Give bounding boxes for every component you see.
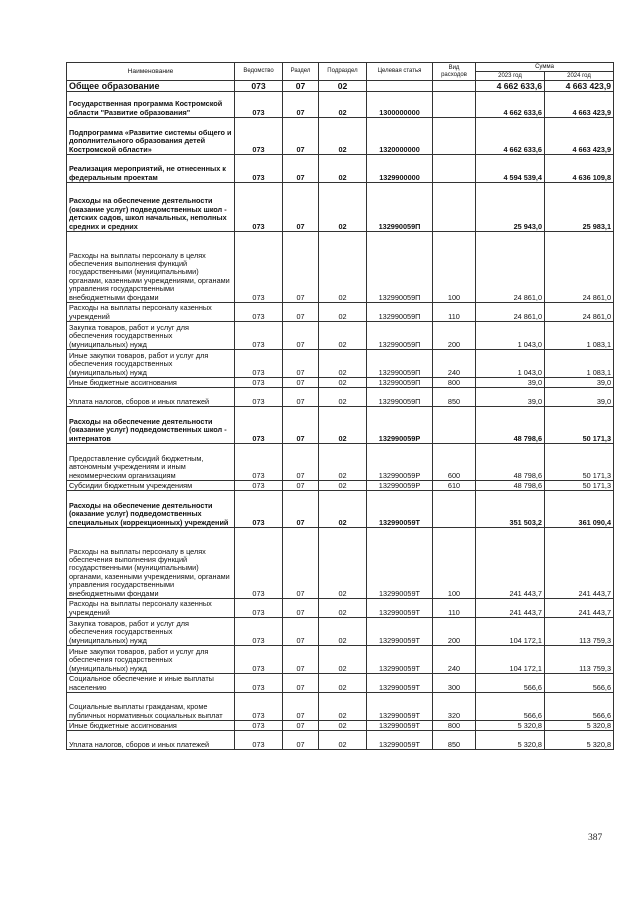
- cell-target-article: 132990059П: [367, 183, 433, 232]
- cell-sum-2023: 48 798,6: [476, 481, 545, 491]
- cell-name: Предоставление субсидий бюджетным, автономным учреждениям и иным некоммерческим организациям: [67, 444, 235, 481]
- cell-ved: 073: [235, 81, 283, 92]
- cell-ved: 073: [235, 118, 283, 155]
- cell-name: Уплата налогов, сборов и иных платежей: [67, 731, 235, 750]
- cell-sum-2024: 241 443,7: [545, 599, 614, 618]
- cell-sum-2023: 104 172,1: [476, 646, 545, 674]
- cell-expense-type: [433, 155, 476, 183]
- header-razdel: Раздел: [283, 63, 319, 81]
- cell-sum-2023: 39,0: [476, 388, 545, 407]
- cell-ved: 073: [235, 92, 283, 118]
- cell-razdel: 07: [283, 303, 319, 322]
- cell-ved: 073: [235, 444, 283, 481]
- cell-target-article: 1300000000: [367, 92, 433, 118]
- cell-expense-type: 610: [433, 481, 476, 491]
- cell-podrazdel: 02: [319, 731, 367, 750]
- table-row: [67, 481, 614, 491]
- cell-name: Расходы на обеспечение деятельности (оказание услуг) подведомственных специальных (коррекционных) учреждений: [67, 491, 235, 528]
- page-number: 387: [588, 833, 603, 843]
- cell-razdel: 07: [283, 528, 319, 599]
- cell-podrazdel: 02: [319, 350, 367, 378]
- cell-expense-type: 850: [433, 388, 476, 407]
- cell-name: Социальное обеспечение и иные выплаты населению: [67, 674, 235, 693]
- cell-name: Расходы на выплаты персоналу казенных учреждений: [67, 303, 235, 322]
- cell-expense-type: [433, 183, 476, 232]
- cell-expense-type: 240: [433, 350, 476, 378]
- cell-sum-2023: 4 662 633,6: [476, 81, 545, 92]
- cell-razdel: 07: [283, 618, 319, 646]
- cell-ved: 073: [235, 303, 283, 322]
- cell-sum-2024: 50 171,3: [545, 407, 614, 444]
- cell-name: Подпрограмма «Развитие системы общего и дополнительного образования детей Костромской области»: [67, 118, 235, 155]
- table-row: [67, 92, 614, 118]
- cell-sum-2023: 351 503,2: [476, 491, 545, 528]
- cell-ved: 073: [235, 693, 283, 721]
- cell-podrazdel: 02: [319, 378, 367, 388]
- cell-name: Расходы на обеспечение деятельности (оказание услуг) подведомственных школ - детских садов, школ начальных, неполных средних и средних: [67, 183, 235, 232]
- cell-razdel: 07: [283, 81, 319, 92]
- cell-razdel: 07: [283, 599, 319, 618]
- cell-target-article: 132990059Т: [367, 491, 433, 528]
- cell-razdel: 07: [283, 388, 319, 407]
- cell-ved: 073: [235, 491, 283, 528]
- cell-sum-2023: 1 043,0: [476, 322, 545, 350]
- cell-target-article: 132990059Т: [367, 731, 433, 750]
- cell-sum-2024: 4 663 423,9: [545, 118, 614, 155]
- cell-ved: 073: [235, 618, 283, 646]
- cell-expense-type: 300: [433, 674, 476, 693]
- cell-target-article: 132990059П: [367, 232, 433, 303]
- cell-sum-2024: 5 320,8: [545, 721, 614, 731]
- cell-sum-2024: 5 320,8: [545, 731, 614, 750]
- cell-podrazdel: 02: [319, 674, 367, 693]
- cell-target-article: 132990059Т: [367, 646, 433, 674]
- cell-sum-2023: 48 798,6: [476, 407, 545, 444]
- cell-target-article: 132990059Р: [367, 407, 433, 444]
- cell-podrazdel: 02: [319, 303, 367, 322]
- cell-ved: 073: [235, 155, 283, 183]
- cell-razdel: 07: [283, 693, 319, 721]
- budget-table-container: [66, 62, 613, 750]
- cell-podrazdel: 02: [319, 481, 367, 491]
- table-header: [67, 63, 614, 81]
- cell-sum-2023: 4 594 539,4: [476, 155, 545, 183]
- cell-expense-type: 800: [433, 378, 476, 388]
- cell-expense-type: 240: [433, 646, 476, 674]
- cell-sum-2024: 4 663 423,9: [545, 81, 614, 92]
- cell-razdel: 07: [283, 444, 319, 481]
- cell-expense-type: [433, 491, 476, 528]
- cell-podrazdel: 02: [319, 721, 367, 731]
- table-body: [67, 81, 614, 750]
- cell-sum-2024: 113 759,3: [545, 618, 614, 646]
- cell-expense-type: 320: [433, 693, 476, 721]
- table-row: [67, 350, 614, 378]
- cell-podrazdel: 02: [319, 183, 367, 232]
- cell-name: Расходы на выплаты персоналу казенных учреждений: [67, 599, 235, 618]
- cell-name: Закупка товаров, работ и услуг для обеспечения государственных (муниципальных) нужд: [67, 618, 235, 646]
- cell-sum-2023: 5 320,8: [476, 721, 545, 731]
- cell-ved: 073: [235, 721, 283, 731]
- cell-podrazdel: 02: [319, 81, 367, 92]
- cell-expense-type: 850: [433, 731, 476, 750]
- cell-name: Расходы на выплаты персоналу в целях обеспечения выполнения функций государственными (муниципальными) органами, казенными учреждениями, органами управления государственными внебюджетными фондами: [67, 528, 235, 599]
- header-podrazdel: Подраздел: [319, 63, 367, 81]
- table-row: [67, 731, 614, 750]
- cell-razdel: 07: [283, 118, 319, 155]
- cell-expense-type: 200: [433, 322, 476, 350]
- table-row: [67, 118, 614, 155]
- cell-razdel: 07: [283, 674, 319, 693]
- cell-name: Общее образование: [67, 81, 235, 92]
- table-row: [67, 721, 614, 731]
- cell-expense-type: 800: [433, 721, 476, 731]
- header-year-2023: 2023 год: [476, 72, 545, 81]
- cell-ved: 073: [235, 528, 283, 599]
- cell-sum-2024: 24 861,0: [545, 303, 614, 322]
- cell-sum-2024: 25 983,1: [545, 183, 614, 232]
- table-row: [67, 599, 614, 618]
- cell-ved: 073: [235, 646, 283, 674]
- cell-podrazdel: 02: [319, 599, 367, 618]
- cell-ved: 073: [235, 388, 283, 407]
- header-ved: Ведомство: [235, 63, 283, 81]
- cell-expense-type: 600: [433, 444, 476, 481]
- cell-razdel: 07: [283, 183, 319, 232]
- table-row: [67, 674, 614, 693]
- cell-sum-2023: 39,0: [476, 378, 545, 388]
- cell-razdel: 07: [283, 646, 319, 674]
- cell-ved: 073: [235, 350, 283, 378]
- cell-ved: 073: [235, 322, 283, 350]
- cell-target-article: 132990059Р: [367, 481, 433, 491]
- table-row: [67, 303, 614, 322]
- table-row: [67, 232, 614, 303]
- cell-sum-2023: 4 662 633,6: [476, 92, 545, 118]
- cell-sum-2023: 24 861,0: [476, 232, 545, 303]
- cell-name: Расходы на обеспечение деятельности (оказание услуг) подведомственных школ - интернатов: [67, 407, 235, 444]
- cell-razdel: 07: [283, 232, 319, 303]
- header-sum: Сумма: [476, 63, 614, 72]
- header-name: Наименование: [67, 63, 235, 81]
- header-target-article: Целевая статья: [367, 63, 433, 81]
- cell-expense-type: 110: [433, 303, 476, 322]
- cell-sum-2023: 25 943,0: [476, 183, 545, 232]
- cell-target-article: 132990059П: [367, 322, 433, 350]
- cell-ved: 073: [235, 378, 283, 388]
- cell-razdel: 07: [283, 481, 319, 491]
- cell-sum-2024: 24 861,0: [545, 232, 614, 303]
- cell-podrazdel: 02: [319, 92, 367, 118]
- table-row: [67, 388, 614, 407]
- cell-expense-type: [433, 92, 476, 118]
- table-row: [67, 155, 614, 183]
- cell-target-article: 132990059Т: [367, 599, 433, 618]
- cell-expense-type: 200: [433, 618, 476, 646]
- cell-sum-2023: 48 798,6: [476, 444, 545, 481]
- cell-sum-2024: 1 083,1: [545, 350, 614, 378]
- cell-ved: 073: [235, 674, 283, 693]
- header-year-2024: 2024 год: [545, 72, 614, 81]
- cell-name: Реализация мероприятий, не отнесенных к федеральным проектам: [67, 155, 235, 183]
- cell-sum-2023: 566,6: [476, 693, 545, 721]
- budget-table: [66, 62, 614, 750]
- cell-razdel: 07: [283, 491, 319, 528]
- cell-expense-type: 100: [433, 528, 476, 599]
- cell-sum-2024: 39,0: [545, 388, 614, 407]
- cell-podrazdel: 02: [319, 232, 367, 303]
- cell-sum-2024: 566,6: [545, 693, 614, 721]
- cell-ved: 073: [235, 407, 283, 444]
- header-expense-type: Вид расходов: [433, 63, 476, 81]
- cell-razdel: 07: [283, 155, 319, 183]
- cell-podrazdel: 02: [319, 407, 367, 444]
- table-row: [67, 407, 614, 444]
- cell-name: Иные бюджетные ассигнования: [67, 721, 235, 731]
- cell-sum-2023: 1 043,0: [476, 350, 545, 378]
- cell-target-article: 132990059П: [367, 350, 433, 378]
- cell-razdel: 07: [283, 407, 319, 444]
- cell-target-article: 132990059Т: [367, 721, 433, 731]
- cell-target-article: 132990059Т: [367, 528, 433, 599]
- cell-expense-type: [433, 118, 476, 155]
- cell-podrazdel: 02: [319, 693, 367, 721]
- cell-podrazdel: 02: [319, 322, 367, 350]
- cell-name: Уплата налогов, сборов и иных платежей: [67, 388, 235, 407]
- cell-target-article: 132990059Р: [367, 444, 433, 481]
- cell-sum-2023: 241 443,7: [476, 528, 545, 599]
- cell-target-article: 132990059П: [367, 378, 433, 388]
- cell-podrazdel: 02: [319, 155, 367, 183]
- cell-ved: 073: [235, 599, 283, 618]
- cell-sum-2023: 4 662 633,6: [476, 118, 545, 155]
- cell-name: Субсидии бюджетным учреждениям: [67, 481, 235, 491]
- cell-name: Иные бюджетные ассигнования: [67, 378, 235, 388]
- cell-sum-2023: 24 861,0: [476, 303, 545, 322]
- cell-sum-2024: 566,6: [545, 674, 614, 693]
- cell-sum-2024: 361 090,4: [545, 491, 614, 528]
- cell-target-article: 132990059Т: [367, 693, 433, 721]
- cell-podrazdel: 02: [319, 491, 367, 528]
- cell-target-article: [367, 81, 433, 92]
- cell-razdel: 07: [283, 731, 319, 750]
- cell-target-article: 1329900000: [367, 155, 433, 183]
- cell-expense-type: [433, 81, 476, 92]
- cell-target-article: 132990059П: [367, 303, 433, 322]
- cell-sum-2024: 241 443,7: [545, 528, 614, 599]
- cell-podrazdel: 02: [319, 618, 367, 646]
- cell-name: Иные закупки товаров, работ и услуг для обеспечения государственных (муниципальных) нужд: [67, 350, 235, 378]
- cell-sum-2024: 4 636 109,8: [545, 155, 614, 183]
- table-row: [67, 491, 614, 528]
- cell-target-article: 1320000000: [367, 118, 433, 155]
- table-row: [67, 322, 614, 350]
- cell-expense-type: [433, 407, 476, 444]
- cell-expense-type: 100: [433, 232, 476, 303]
- cell-razdel: 07: [283, 378, 319, 388]
- cell-sum-2024: 50 171,3: [545, 444, 614, 481]
- table-row: [67, 378, 614, 388]
- cell-podrazdel: 02: [319, 388, 367, 407]
- cell-name: Социальные выплаты гражданам, кроме публичных нормативных социальных выплат: [67, 693, 235, 721]
- cell-razdel: 07: [283, 322, 319, 350]
- table-row: [67, 693, 614, 721]
- cell-target-article: 132990059Т: [367, 674, 433, 693]
- table-row: [67, 528, 614, 599]
- cell-razdel: 07: [283, 92, 319, 118]
- table-row: [67, 646, 614, 674]
- cell-target-article: 132990059Т: [367, 618, 433, 646]
- table-row: [67, 444, 614, 481]
- cell-sum-2023: 104 172,1: [476, 618, 545, 646]
- cell-name: Иные закупки товаров, работ и услуг для обеспечения государственных (муниципальных) нужд: [67, 646, 235, 674]
- cell-sum-2023: 566,6: [476, 674, 545, 693]
- cell-sum-2024: 4 663 423,9: [545, 92, 614, 118]
- cell-razdel: 07: [283, 721, 319, 731]
- cell-razdel: 07: [283, 350, 319, 378]
- cell-podrazdel: 02: [319, 646, 367, 674]
- cell-sum-2023: 241 443,7: [476, 599, 545, 618]
- table-row: [67, 618, 614, 646]
- table-row: [67, 81, 614, 92]
- cell-target-article: 132990059П: [367, 388, 433, 407]
- cell-sum-2024: 113 759,3: [545, 646, 614, 674]
- cell-name: Закупка товаров, работ и услуг для обеспечения государственных (муниципальных) нужд: [67, 322, 235, 350]
- cell-sum-2024: 39,0: [545, 378, 614, 388]
- cell-expense-type: 110: [433, 599, 476, 618]
- table-row: [67, 183, 614, 232]
- cell-ved: 073: [235, 183, 283, 232]
- cell-podrazdel: 02: [319, 118, 367, 155]
- cell-ved: 073: [235, 232, 283, 303]
- cell-sum-2023: 5 320,8: [476, 731, 545, 750]
- cell-sum-2024: 1 083,1: [545, 322, 614, 350]
- cell-ved: 073: [235, 481, 283, 491]
- cell-podrazdel: 02: [319, 444, 367, 481]
- cell-name: Государственная программа Костромской области "Развитие образования": [67, 92, 235, 118]
- cell-name: Расходы на выплаты персоналу в целях обеспечения выполнения функций государственными (муниципальными) органами, казенными учреждениями, органами управления государственными внебюджетными фондами: [67, 232, 235, 303]
- cell-sum-2024: 50 171,3: [545, 481, 614, 491]
- cell-ved: 073: [235, 731, 283, 750]
- cell-podrazdel: 02: [319, 528, 367, 599]
